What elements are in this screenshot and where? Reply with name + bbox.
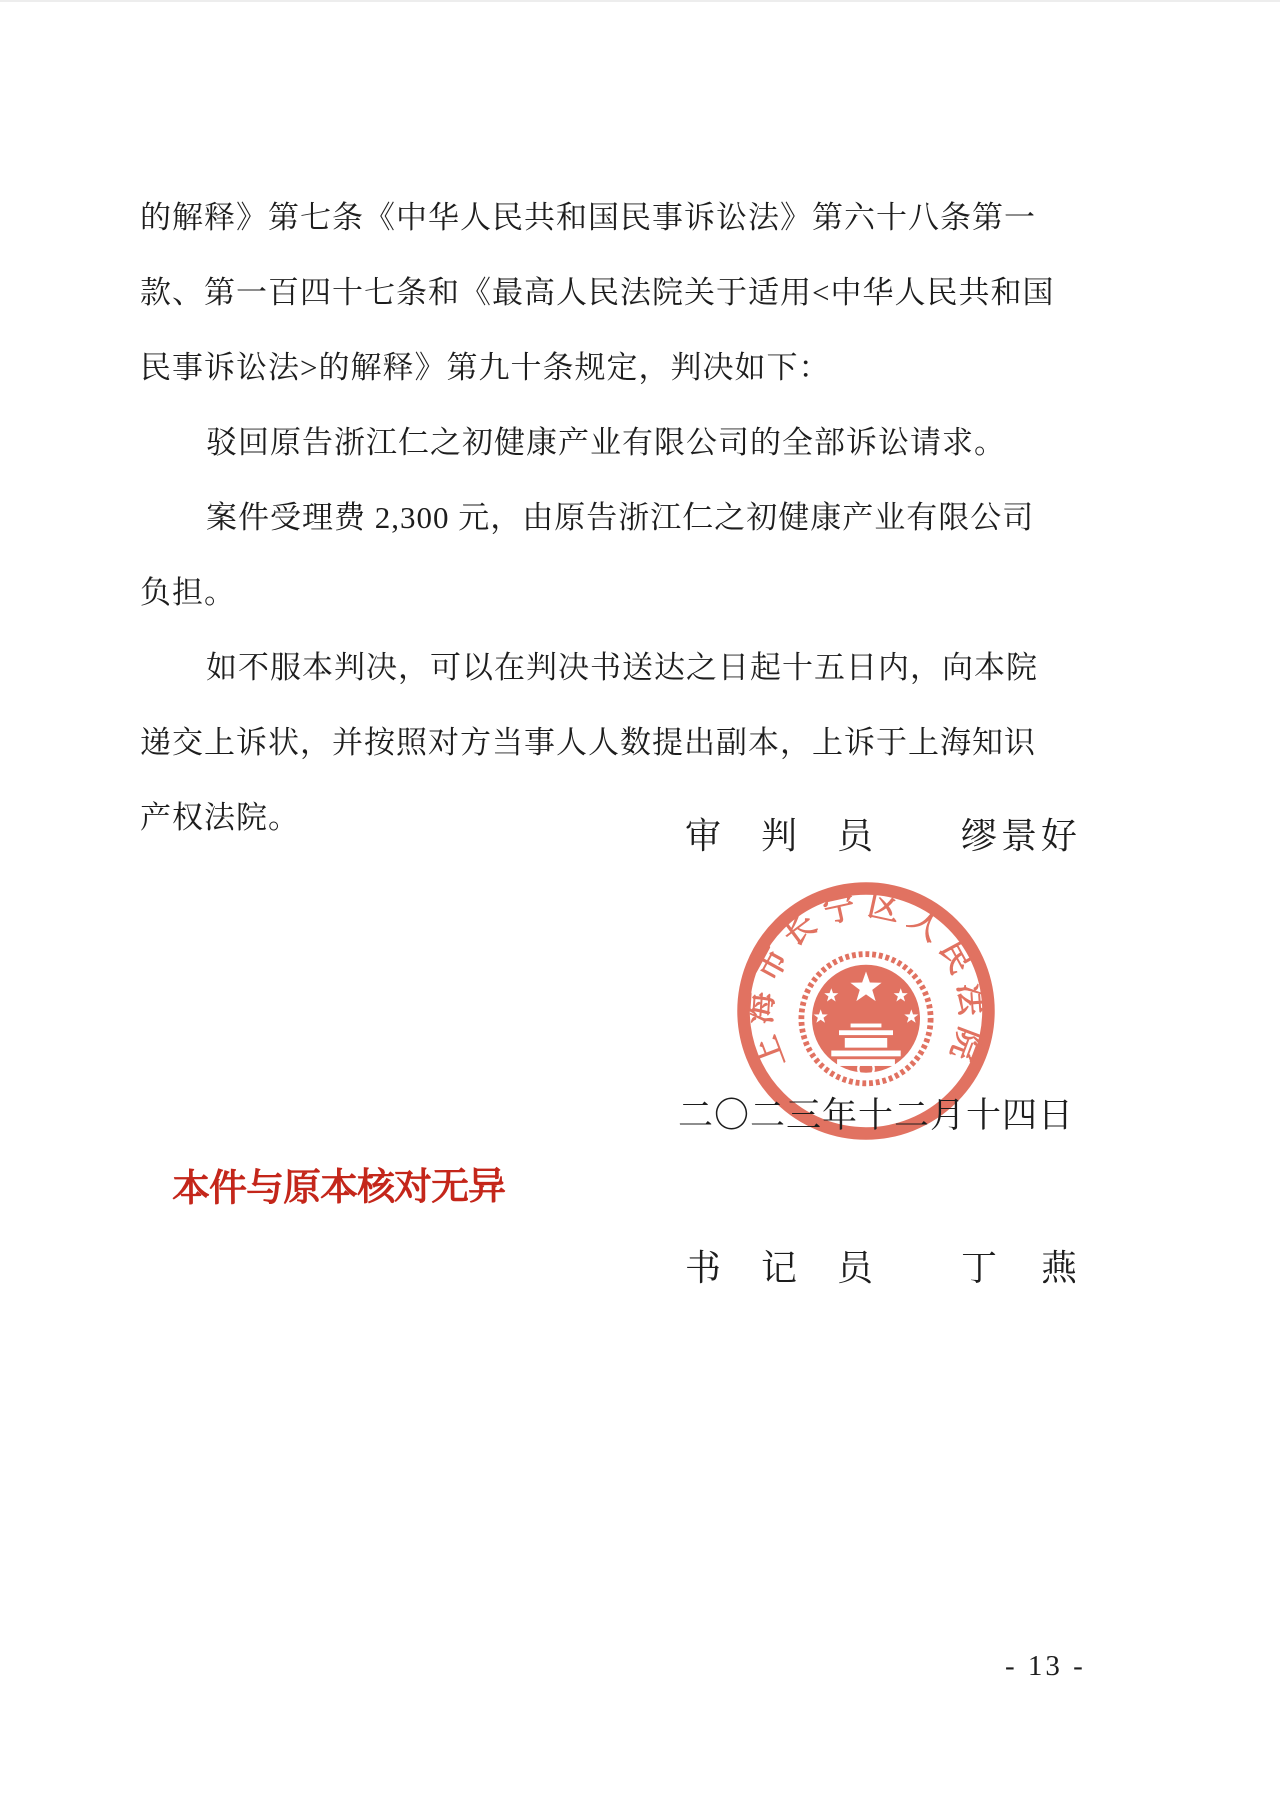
clerk-signature-row bbox=[685, 1240, 1081, 1291]
judge-title: 审 判 员 bbox=[685, 816, 876, 856]
body-line: 民事诉讼法>的解释》第九十条规定，判决如下： bbox=[140, 350, 831, 385]
body-line: 负担。 bbox=[140, 575, 236, 610]
seal-arc-text: 上海市长宁区人民法院 bbox=[742, 886, 990, 1074]
verification-stamp: 本件与原本核对无异 bbox=[171, 1165, 506, 1211]
judge-signature-row bbox=[685, 808, 1081, 859]
body-line: 的解释》第七条《中华人民共和国民事诉讼法》第六十八条第一 bbox=[140, 200, 1036, 235]
body-line: 递交上诉状，并按照对方当事人人数提出副本，上诉于上海知识 bbox=[140, 725, 1036, 760]
body-line: 产权法院。 bbox=[140, 800, 300, 835]
body-line: 如不服本判决，可以在判决书送达之日起十五日内，向本院 bbox=[206, 650, 1038, 685]
judgment-date: 二〇二三年十二月十四日 bbox=[678, 1096, 1075, 1135]
body-line: 款、第一百四十七条和《最高人民法院关于适用<中华人民共和国 bbox=[140, 275, 1055, 310]
judge-name: 缪景好 bbox=[961, 816, 1082, 856]
clerk-title: 书 记 员 bbox=[685, 1248, 876, 1288]
body-line: 驳回原告浙江仁之初健康产业有限公司的全部诉讼请求。 bbox=[206, 425, 1006, 460]
body-line: 案件受理费 2,300 元，由原告浙江仁之初健康产业有限公司 bbox=[206, 500, 1035, 535]
clerk-name: 丁 燕 bbox=[961, 1248, 1082, 1288]
national-emblem-icon bbox=[801, 954, 930, 1083]
page-number: - 13 - bbox=[1005, 1650, 1086, 1682]
